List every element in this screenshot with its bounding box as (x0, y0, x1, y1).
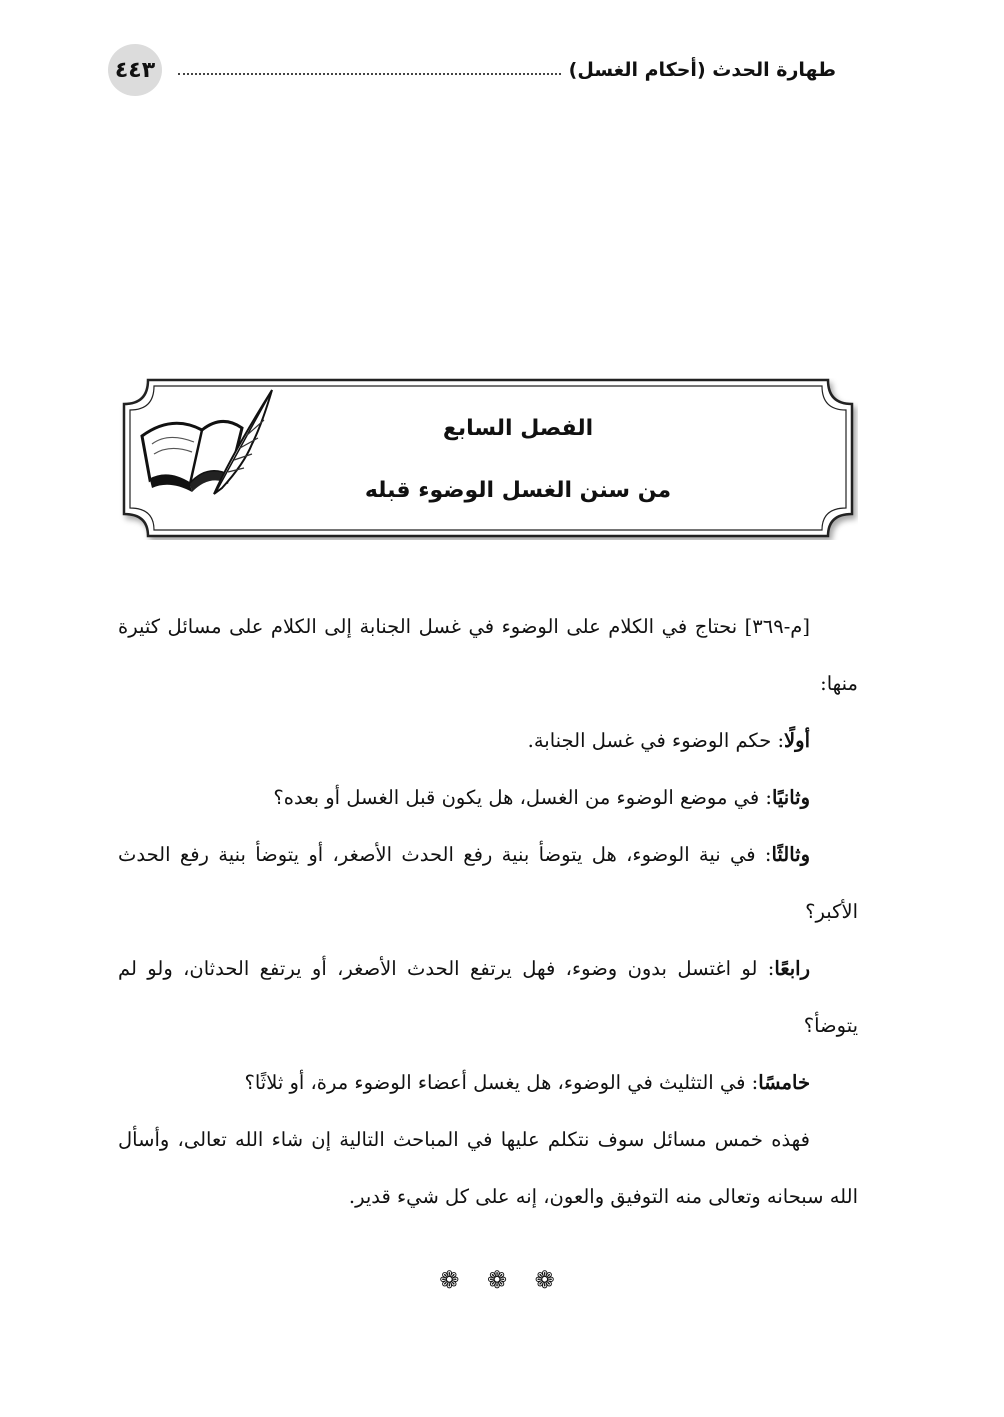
item-label: وثالثًا (771, 843, 810, 866)
running-header (178, 52, 844, 88)
book-and-quill-icon (132, 384, 282, 504)
list-item (118, 826, 858, 940)
intro-paragraph: [م-٣٦٩] نحتاج في الكلام على الوضوء في غسل الجنابة إلى الكلام على مسائل كثيرة منها: (118, 615, 858, 695)
item-text: : لو اغتسل بدون وضوء، فهل يرتفع الحدث الأصغر، أو يرتفع الحدثان، ولو لم يتوضأ؟ (118, 957, 858, 1037)
list-item (118, 940, 858, 1054)
list-item (118, 1054, 858, 1111)
list-item (118, 769, 858, 826)
item-label: خامسًا (758, 1071, 810, 1094)
conclusion-paragraph: فهذه خمس مسائل سوف نتكلم عليها في المباحث التالية إن شاء الله تعالى، وأسأل الله سبحانه وتعالى منه التوفيق والعون، إنه على كل شيء قدير. (118, 1128, 858, 1208)
chapter-heading-frame (118, 378, 858, 540)
page-number: ٤٤٣ (108, 44, 162, 96)
item-label: رابعًا (774, 957, 810, 980)
section-end-ornament: ❁ ❁ ❁ (439, 1266, 565, 1294)
item-text: : في موضع الوضوء من الغسل، هل يكون قبل الغسل أو بعده؟ (273, 786, 772, 809)
body-text (118, 598, 858, 1225)
running-title: طهارة الحدث (أحكام الغسل) (568, 59, 836, 81)
list-item (118, 712, 858, 769)
item-label: وثانيًا (771, 786, 810, 809)
header-dotted-leader (178, 73, 561, 75)
chapter-title: من سنن الغسل الوضوء قبله (364, 478, 672, 503)
chapter-number: الفصل السابع (442, 416, 594, 441)
item-text: : حكم الوضوء في غسل الجنابة. (527, 729, 785, 752)
item-text: : في التثليث في الوضوء، هل يغسل أعضاء الوضوء مرة، أو ثلاثًا؟ (244, 1071, 759, 1094)
item-label: أولًا (784, 729, 810, 752)
item-text: : في نية الوضوء، هل يتوضأ بنية رفع الحدث الأصغر، أو يتوضأ بنية رفع الحدث الأكبر؟ (118, 843, 858, 923)
